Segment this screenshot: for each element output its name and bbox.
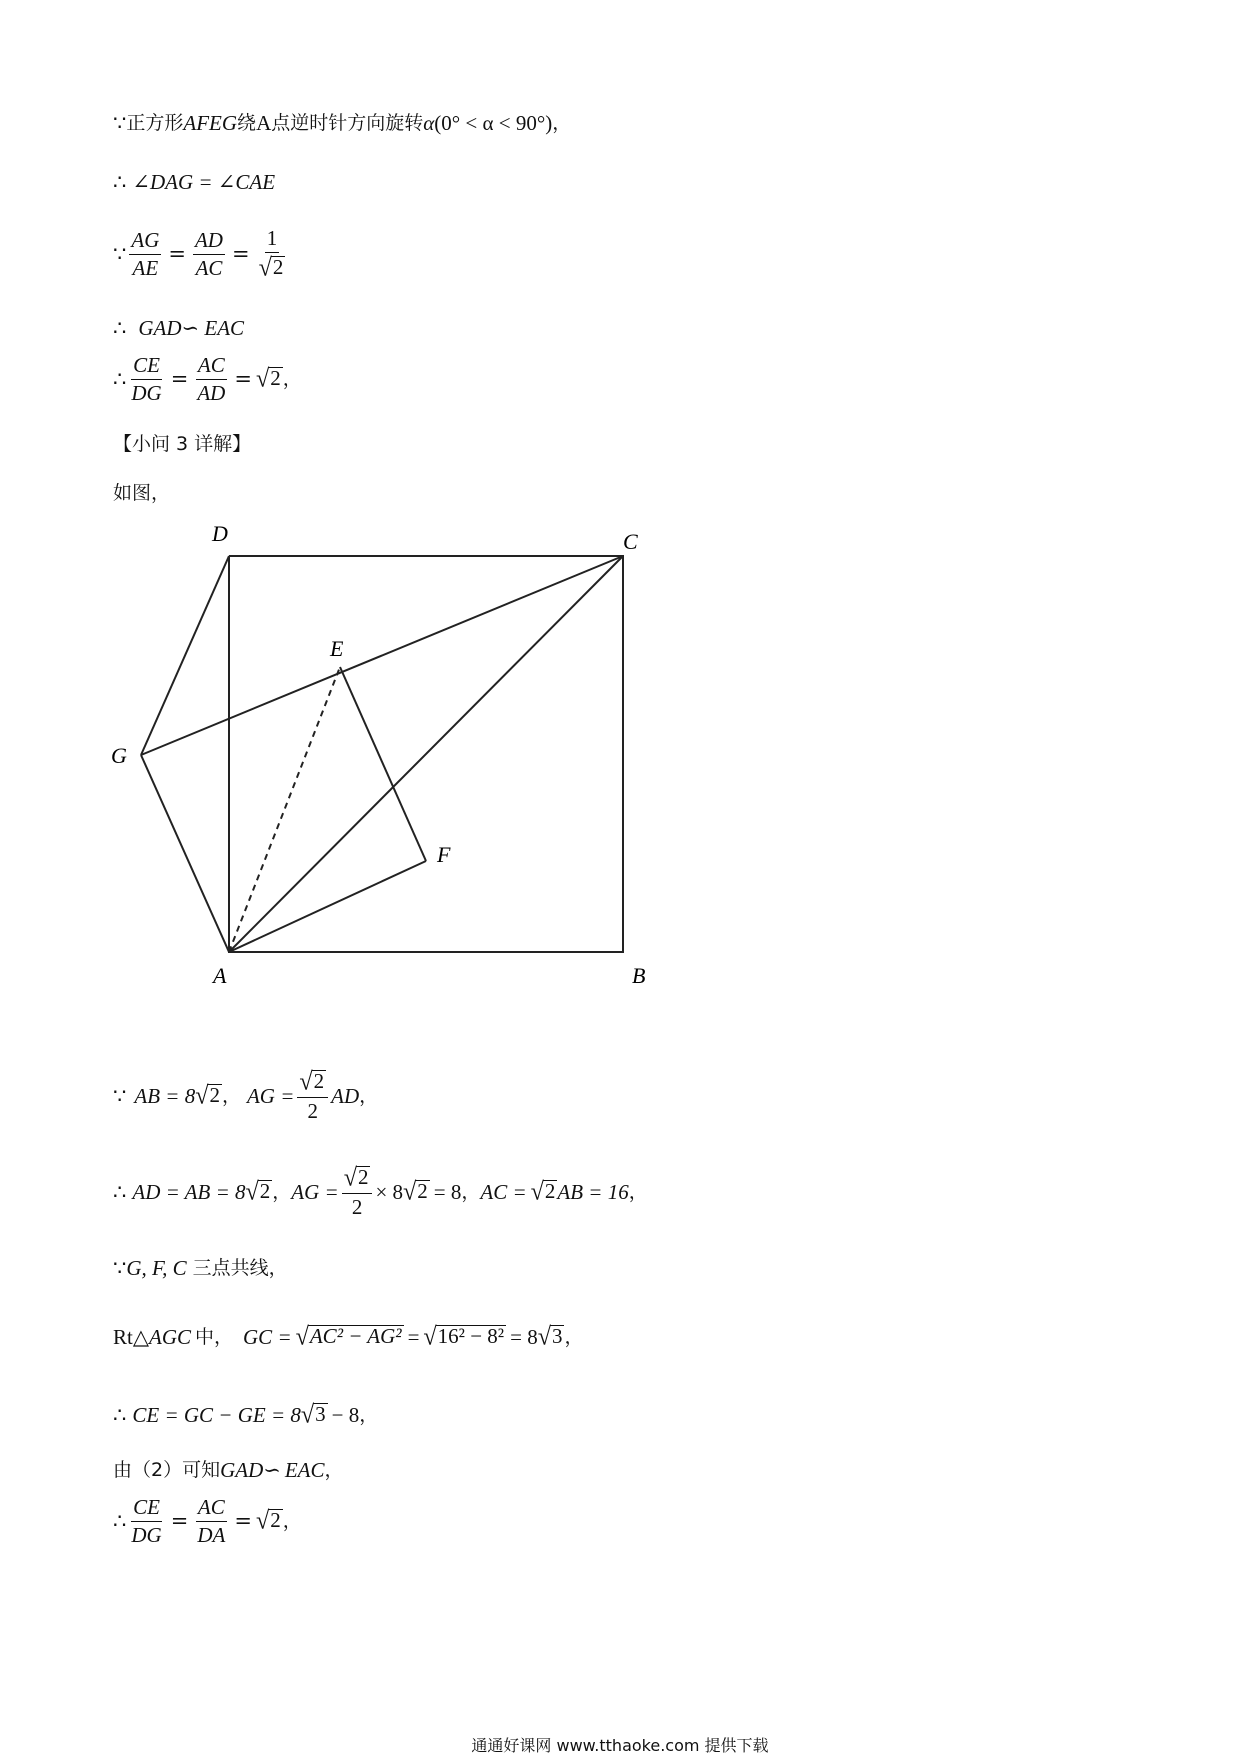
points: G, F, C xyxy=(126,1256,187,1280)
punct: ， xyxy=(324,1459,344,1481)
punct: ， xyxy=(359,1403,379,1426)
equation: AD xyxy=(331,1083,360,1108)
segment-gc xyxy=(141,556,623,755)
equation: ∠DAG = ∠CAE xyxy=(132,170,276,194)
equals: = xyxy=(407,1324,420,1349)
fraction: √ 2 2 xyxy=(297,1070,328,1122)
similarity: GAD∽ xyxy=(220,1458,281,1482)
fraction: $\frac{AC}{DA}$ xyxy=(197,1495,226,1547)
sqrt: √ 2 xyxy=(195,1081,220,1110)
punct: ， xyxy=(359,1084,379,1107)
equals: = xyxy=(170,1509,189,1533)
equals: = xyxy=(168,241,186,266)
equation: GC = xyxy=(243,1324,292,1349)
sqrt: √ 2 xyxy=(255,1506,281,1536)
step-given xyxy=(113,1067,379,1124)
equals: = xyxy=(231,241,250,266)
text: 由（2）可知 xyxy=(113,1459,221,1481)
sqrt: √ 16² − 8² xyxy=(423,1322,505,1351)
equals: = xyxy=(170,367,189,391)
sqrt: √ 3 xyxy=(300,1400,326,1429)
punct: ， xyxy=(461,1180,481,1203)
equation: AB = 8 xyxy=(134,1083,196,1108)
punct: ， xyxy=(282,1510,302,1532)
equation: AB = 16 xyxy=(557,1179,629,1204)
therefore-symbol: ∴ xyxy=(113,1179,127,1204)
segment-ef xyxy=(340,667,426,861)
point-name: A xyxy=(256,111,272,135)
therefore-symbol: ∴ xyxy=(113,316,127,340)
label-b: B xyxy=(632,963,646,988)
sqrt: √ 2 xyxy=(255,364,281,394)
punct: ， xyxy=(564,1325,584,1348)
therefore-symbol: ∴ xyxy=(113,1509,127,1533)
triangle: AGC xyxy=(149,1324,191,1349)
because-symbol: ∵ xyxy=(113,241,127,266)
equation: = 8 xyxy=(433,1179,462,1204)
fraction: $\frac{CE}{DG}$ xyxy=(131,353,162,405)
sqrt: √ 2 xyxy=(245,1177,271,1206)
equation: = 8 xyxy=(510,1324,538,1349)
label-f: F xyxy=(437,842,451,867)
text: 中， xyxy=(195,1325,234,1348)
intro-text: 如图， xyxy=(113,482,171,504)
text: 正方形 xyxy=(126,112,184,134)
equation: AC = xyxy=(480,1179,527,1204)
fraction: $\frac{AC}{AD}$ xyxy=(197,353,226,405)
because-symbol: ∵ xyxy=(113,1256,127,1280)
because-symbol: ∵ xyxy=(113,1083,127,1108)
punct: ， xyxy=(552,112,572,134)
step-collinear xyxy=(113,1258,288,1279)
equation: − 8 xyxy=(331,1402,360,1427)
equation: AG = xyxy=(246,1083,295,1108)
step-final-ratio xyxy=(113,1497,302,1546)
punct: ， xyxy=(272,1180,292,1203)
therefore-symbol: ∴ xyxy=(113,367,127,391)
fraction: $\frac{AD}{AC}$ xyxy=(194,227,223,280)
therefore-symbol: ∴ xyxy=(113,1402,127,1427)
fraction: 1 √ 2 xyxy=(258,226,284,282)
sqrt: √ AC² − AG² xyxy=(295,1322,402,1351)
equation: × 8 xyxy=(375,1179,404,1204)
segment-ac xyxy=(229,556,623,952)
sqrt: √ 3 xyxy=(537,1322,563,1351)
equals: = xyxy=(234,1509,252,1533)
fraction: √ 2 2 xyxy=(342,1166,373,1218)
equation: AG = xyxy=(291,1179,339,1204)
sqrt: √ 2 xyxy=(403,1177,428,1206)
text: 点逆时针方向旋转 xyxy=(271,112,424,134)
similarity: EAC xyxy=(284,1458,325,1482)
sqrt: √ 2 xyxy=(530,1177,556,1206)
step-compute xyxy=(113,1163,648,1220)
page-footer: 通通好课网 www.tthaoke.com 提供下载 xyxy=(471,1736,769,1755)
alpha-symbol: α xyxy=(423,111,435,135)
angle-range: (0° < α < 90°) xyxy=(434,111,553,135)
label-a: A xyxy=(213,963,227,988)
text: Rt△ xyxy=(113,1324,149,1349)
step-pythagoras xyxy=(113,1322,584,1351)
equation: CE = GC − GE = 8 xyxy=(132,1402,301,1427)
fraction: $\frac{AG}{AE}$ xyxy=(131,227,160,280)
because-symbol: ∵ xyxy=(113,111,127,135)
label-c: C xyxy=(623,529,638,554)
equals: = xyxy=(234,367,252,391)
therefore-symbol: ∴ xyxy=(113,170,127,194)
punct: ， xyxy=(628,1180,648,1203)
shape-name: AFEG xyxy=(183,111,238,135)
section-heading: 【小问 3 详解】 xyxy=(113,433,252,455)
text: 绕 xyxy=(237,112,257,134)
label-e: E xyxy=(330,636,344,661)
label-g: G xyxy=(111,743,127,768)
step-recall xyxy=(113,1460,344,1481)
fraction: $\frac{CE}{DG}$ xyxy=(131,1495,162,1547)
punct: ， xyxy=(282,368,302,390)
similarity: GAD∽ EAC xyxy=(138,316,245,340)
equation: AD = AB = 8 xyxy=(132,1179,246,1204)
punct: ， xyxy=(221,1084,241,1107)
label-d: D xyxy=(212,521,228,546)
text: 三点共线， xyxy=(192,1257,288,1279)
step-ce xyxy=(113,1400,379,1429)
segment-ag xyxy=(141,755,229,952)
